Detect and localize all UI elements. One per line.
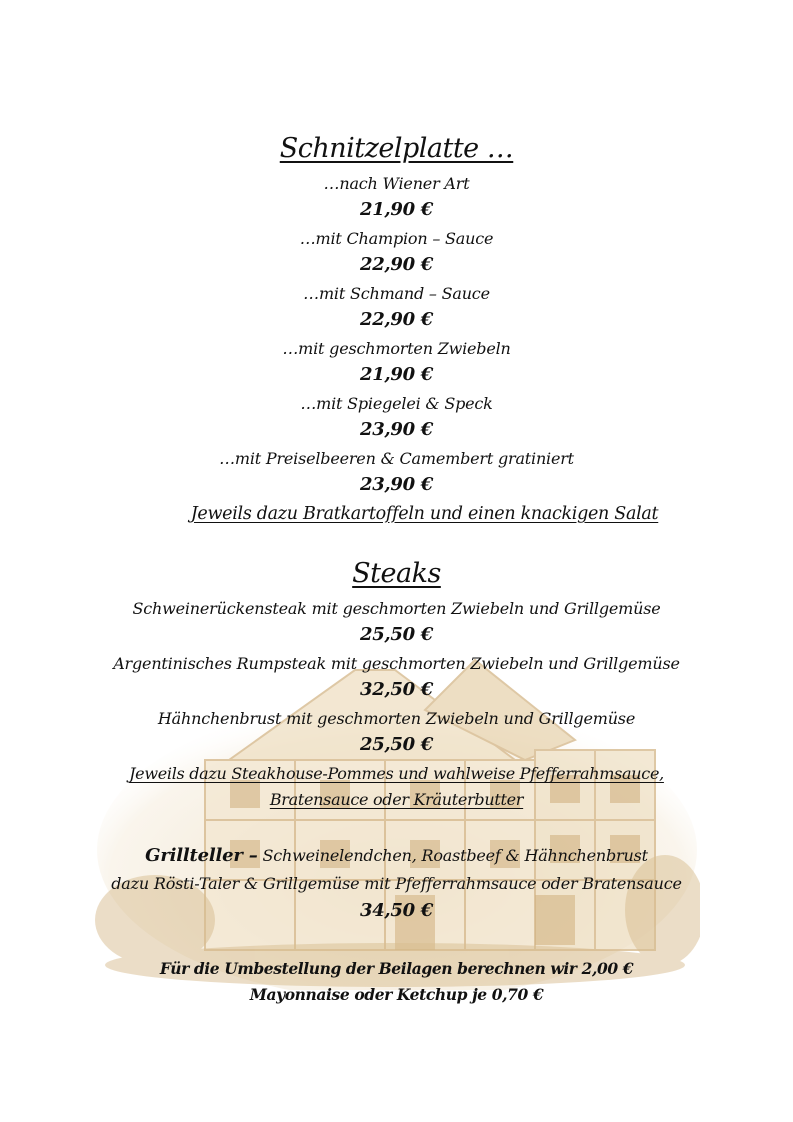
schnitzel-item-name: …mit Champion – Sauce — [299, 229, 494, 248]
steak-item-price: 25,50 € — [359, 734, 434, 755]
grillteller-price: 34,50 € — [359, 900, 434, 921]
schnitzel-item-price: 21,90 € — [359, 199, 434, 220]
schnitzel-item-name: …mit Preiselbeeren & Camembert gratiniert — [219, 449, 574, 468]
grillteller-label: Grillteller – — [145, 845, 258, 866]
grillteller-description: Schweinelendchen, Roastbeef & Hähnchenbrust — [257, 846, 648, 865]
schnitzel-item-price: 23,90 € — [359, 419, 434, 440]
steak-item-name: Hähnchenbrust mit geschmorten Zwiebeln und Grillgemüse — [157, 709, 636, 728]
schnitzel-item-name: …mit Spiegelei & Speck — [300, 394, 493, 413]
schnitzel-item-price: 22,90 € — [359, 309, 434, 330]
schnitzel-item-name: …mit Schmand – Sauce — [303, 284, 490, 303]
steak-item-name: Argentinisches Rumpsteak mit geschmorten Zwiebeln und Grillgemüse — [113, 654, 680, 673]
steaks-section-title: Steaks — [352, 558, 441, 589]
steak-item-name: Schweinerückensteak mit geschmorten Zwiebeln und Grillgemüse — [132, 599, 661, 618]
grillteller-sides: dazu Rösti-Taler & Grillgemüse mit Pfefferrahmsauce oder Bratensauce — [111, 874, 682, 893]
grillteller-line — [0, 845, 793, 866]
steaks-side-dish-note: Bratensauce oder Kräuterbutter — [269, 790, 524, 809]
schnitzel-item-price: 22,90 € — [359, 254, 434, 275]
schnitzel-item-price: 23,90 € — [359, 474, 434, 495]
schnitzel-item-name: …mit geschmorten Zwiebeln — [282, 339, 511, 358]
steak-item-price: 32,50 € — [359, 679, 434, 700]
schnitzel-section-title: Schnitzelplatte … — [279, 133, 514, 164]
schnitzel-side-dish-note: Jeweils dazu Bratkartoffeln und einen knackigen Salat — [190, 504, 659, 524]
steaks-side-dish-note: Jeweils dazu Steakhouse-Pommes und wahlweise Pfefferrahmsauce, — [129, 764, 664, 783]
schnitzel-item-price: 21,90 € — [359, 364, 434, 385]
schnitzel-item-name: …nach Wiener Art — [323, 174, 470, 193]
footer-surcharge-note: Für die Umbestellung der Beilagen berechnen wir 2,00 € — [159, 959, 634, 978]
footer-sauce-price-note: Mayonnaise oder Ketchup je 0,70 € — [249, 985, 544, 1004]
steak-item-price: 25,50 € — [359, 624, 434, 645]
